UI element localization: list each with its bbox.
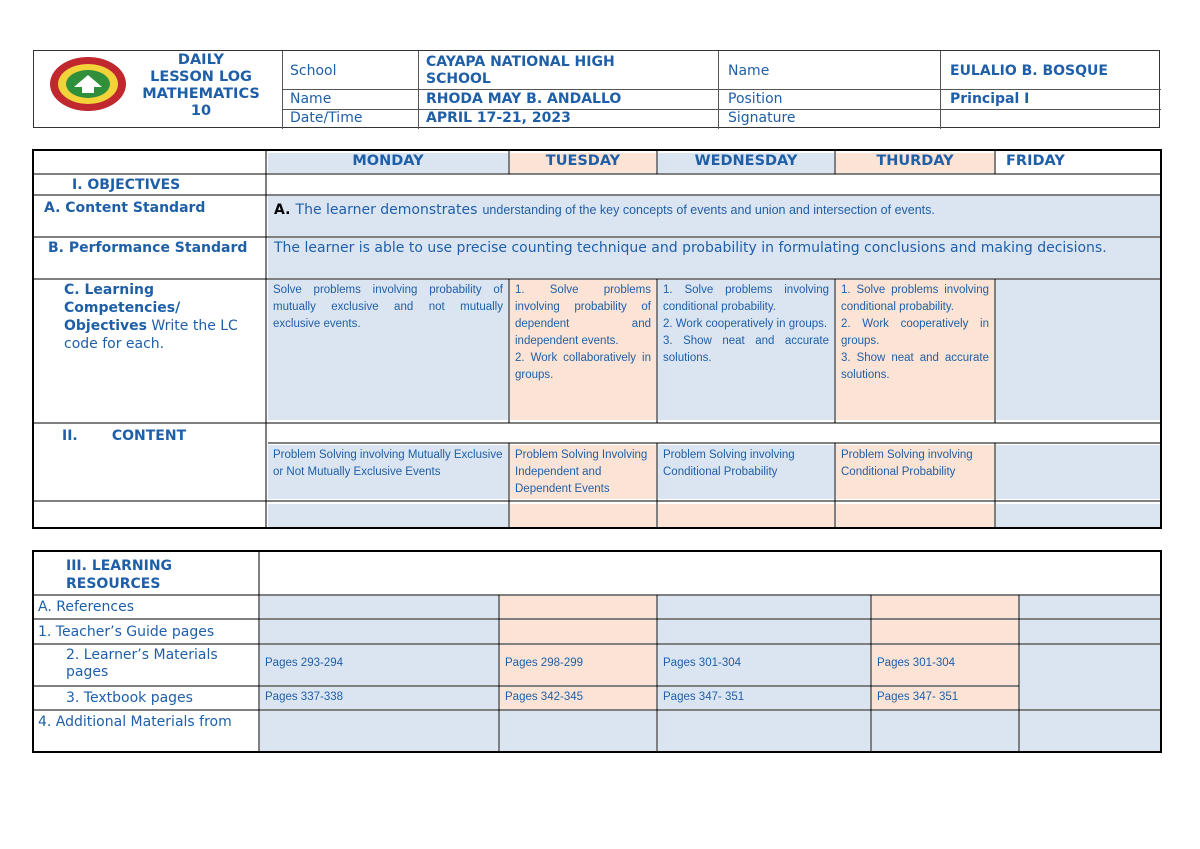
objectives-table [32, 149, 1162, 529]
competency-tuesday: 1. Solve problems involving probability of dependent and independent events. 2. Work collaboratively in groups. [510, 280, 656, 420]
content-heading: II. CONTENT [62, 428, 187, 444]
competency-monday: Solve problems involving probability of mutually exclusive and not mutually exclusive events. [268, 280, 508, 420]
school-label: School [290, 63, 337, 79]
content-thursday: Problem Solving involving Conditional Probability [836, 445, 994, 499]
content-standard-prefix: A. [274, 202, 291, 218]
day-monday: MONDAY [268, 153, 508, 173]
day-tuesday: TUESDAY [510, 153, 656, 173]
day-friday: FRIDAY [1006, 153, 1065, 169]
objectives-heading: I. OBJECTIVES [72, 177, 181, 193]
date-label: Date/Time [290, 110, 363, 126]
learners-pages-mon: Pages 293-294 [260, 645, 498, 685]
textbook-pages-tue: Pages 342-345 [500, 687, 656, 709]
textbook-pages-thu: Pages 347- 351 [872, 687, 1018, 709]
performance-standard-label: B. Performance Standard [48, 240, 248, 256]
day-wednesday: WEDNESDAY [658, 153, 834, 173]
resources-table [32, 550, 1162, 753]
position-value: Principal I [950, 91, 1030, 107]
teachers-guide-label: 1. Teacher’s Guide pages [38, 624, 215, 640]
textbook-label: 3. Textbook pages [66, 690, 193, 706]
day-thursday: THURDAY [836, 153, 994, 173]
performance-standard-text: The learner is able to use precise counting technique and probability in formulating conclusions and making decisions. [268, 238, 1160, 278]
learners-pages-wed: Pages 301-304 [658, 645, 870, 685]
textbook-pages-mon: Pages 337-338 [260, 687, 498, 709]
school-value: CAYAPA NATIONAL HIGH SCHOOL [426, 54, 615, 87]
content-tuesday: Problem Solving Involving Independent and Dependent Events [510, 445, 656, 499]
signature-label: Signature [728, 110, 796, 126]
date-value: APRIL 17-21, 2023 [426, 110, 571, 126]
principal-name-label: Name [728, 63, 770, 79]
header-table [33, 50, 1160, 128]
content-wednesday: Problem Solving involving Conditional Probability [658, 445, 834, 499]
learners-pages-thu: Pages 301-304 [872, 645, 1018, 685]
position-label: Position [728, 91, 783, 107]
school-seal [48, 55, 128, 113]
competency-wednesday: 1. Solve problems involving conditional probability. 2. Work cooperatively in groups. 3. Show neat and accurate solutions. [658, 280, 834, 420]
teacher-name-value: RHODA MAY B. ANDALLO [426, 91, 622, 107]
resources-heading: III. LEARNING RESOURCES [66, 558, 173, 592]
teacher-name-label: Name [290, 91, 332, 107]
competency-thursday: 1. Solve problems involving conditional probability. 2. Work cooperatively in groups. 3. Show neat and accurate solutions. [836, 280, 994, 420]
objectives-grid [34, 151, 1160, 527]
additional-materials-label: 4. Additional Materials from [38, 714, 232, 730]
lesson-log-title: DAILY LESSON LOG MATHEMATICS 10 [142, 52, 260, 119]
content-standard-lead: The learner demonstrates [295, 202, 478, 218]
learners-materials-label: 2. Learner’s Materials pages [66, 647, 218, 680]
references-label: A. References [38, 599, 135, 615]
content-monday: Problem Solving involving Mutually Exclusive or Not Mutually Exclusive Events [268, 445, 508, 499]
learners-pages-tue: Pages 298-299 [500, 645, 656, 685]
principal-name-value: EULALIO B. BOSQUE [950, 63, 1108, 79]
content-standard-label: A. Content Standard [44, 200, 206, 216]
textbook-pages-wed: Pages 347- 351 [658, 687, 870, 709]
resources-grid [34, 552, 1160, 751]
competencies-label: C. Learning Competencies/ Objectives Write the LC code for each. [64, 282, 238, 352]
content-standard-text: understanding of the key concepts of events and union and intersection of events. [482, 203, 935, 217]
